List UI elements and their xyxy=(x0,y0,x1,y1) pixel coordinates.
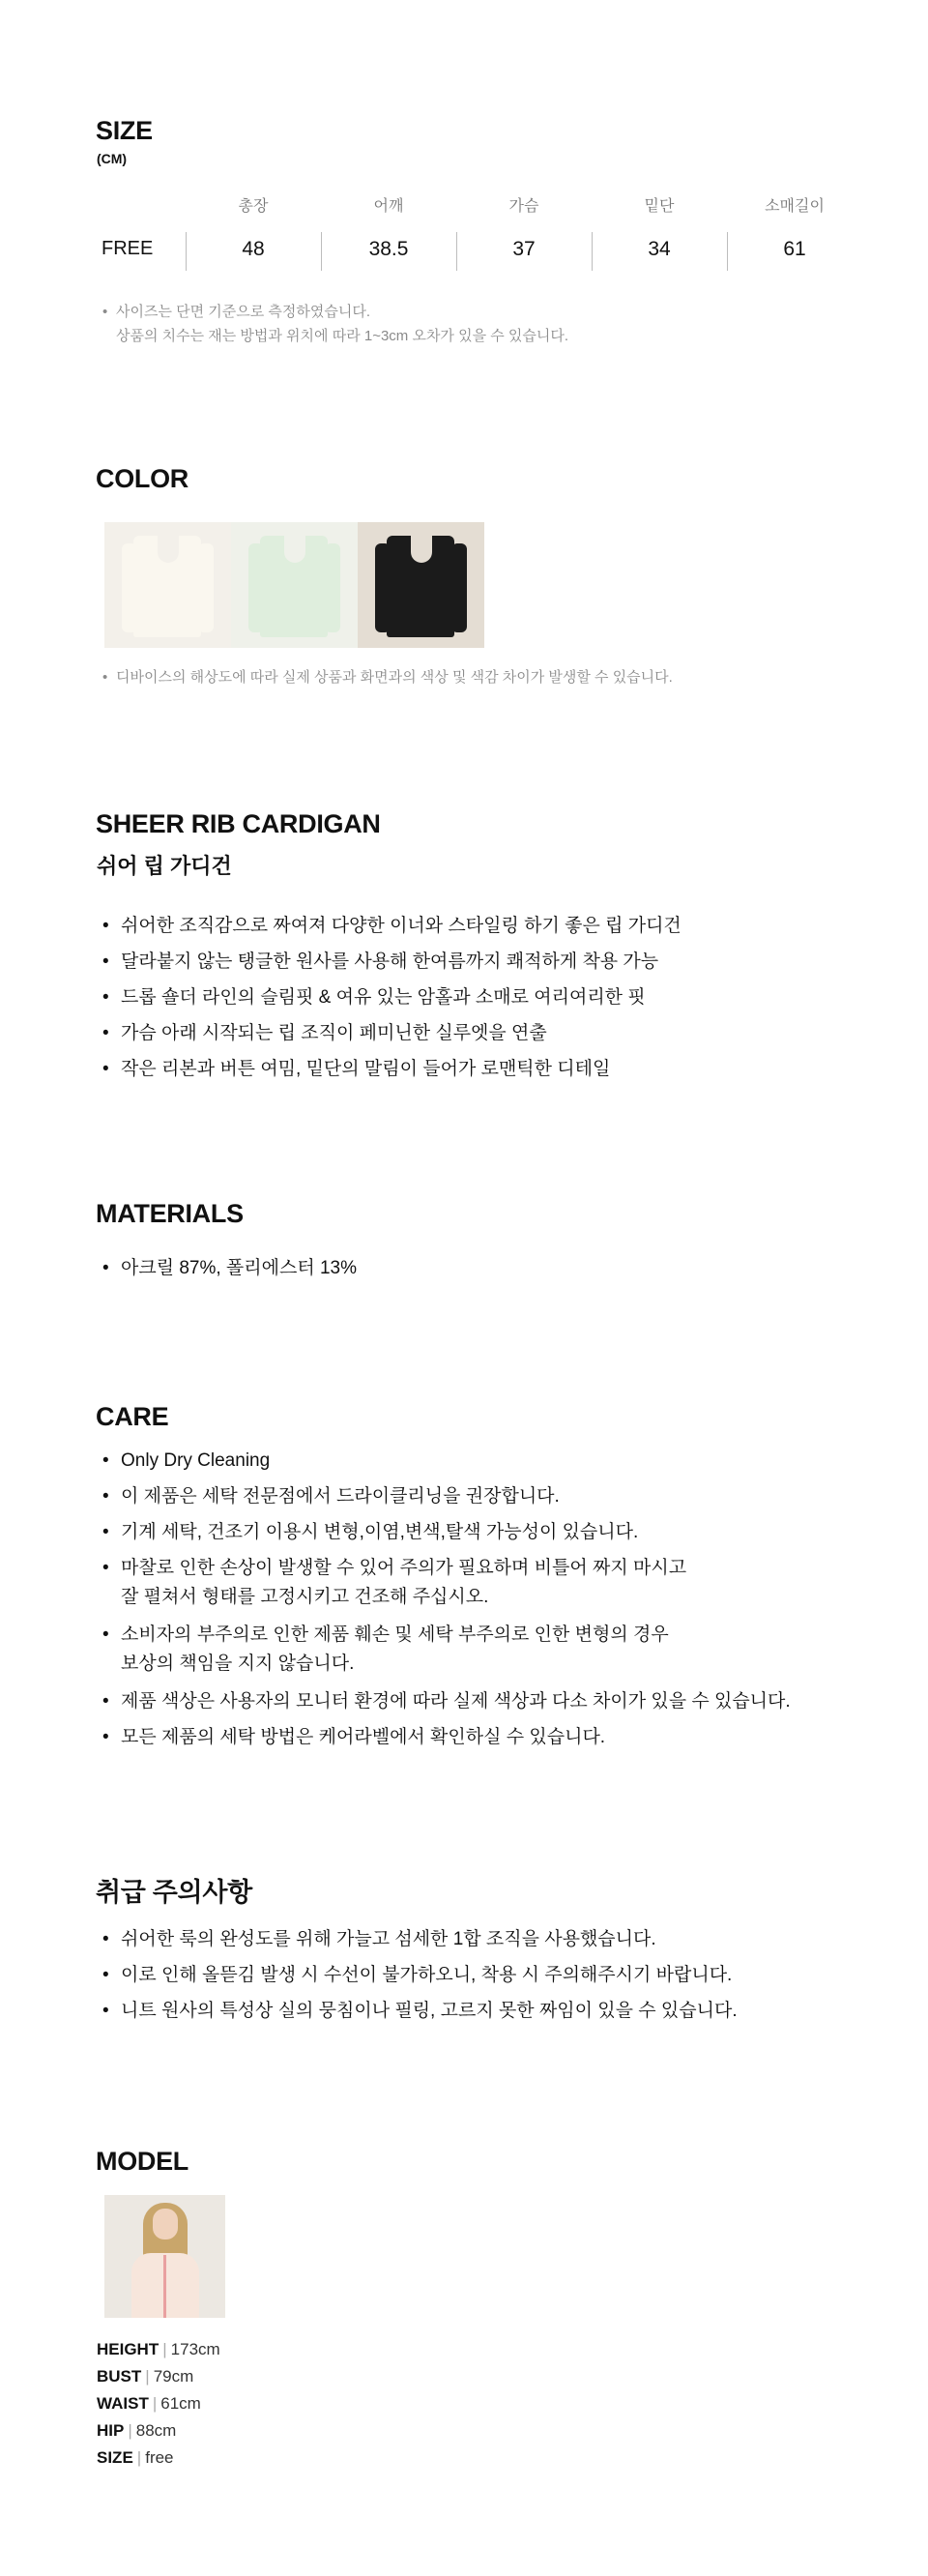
color-note-row: • 디바이스의 해상도에 따라 실제 상품과 화면과의 색상 및 색감 차이가 발생할 수 있습니다. xyxy=(102,669,673,686)
color-title: COLOR xyxy=(96,464,188,493)
handling-list xyxy=(102,1921,738,2029)
materials-title: MATERIALS xyxy=(96,1199,244,1228)
size-title: SIZE xyxy=(96,116,153,145)
color-note: 디바이스의 해상도에 따라 실제 상품과 화면과의 색상 및 색감 차이가 발생할 수 있습니다. xyxy=(116,669,673,686)
size-row-label: FREE xyxy=(102,238,154,259)
list-item: • 달라붙지 않는 탱글한 원사를 사용해 한여름까지 쾌적하게 착용 가능 xyxy=(102,944,682,980)
size-col-header: 소매길이 xyxy=(765,198,825,215)
list-item: • 쉬어한 룩의 완성도를 위해 가늘고 섬세한 1합 조직을 사용했습니다. xyxy=(102,1921,738,1957)
care-line: 이 제품은 세탁 전문점에서 드라이클리닝을 권장합니다. xyxy=(121,1486,560,1507)
list-item: • 아크릴 87%, 폴리에스터 13% xyxy=(102,1250,357,1286)
list-item: • 가슴 아래 시작되는 립 조직이 페미닌한 실루엣을 연출 xyxy=(102,1015,682,1051)
list-item xyxy=(102,1514,791,1550)
care-list xyxy=(102,1443,791,1755)
materials-list xyxy=(102,1250,357,1286)
size-col-header: 총장 xyxy=(238,198,269,215)
list-item: • 드롭 숄더 라인의 슬림핏 & 여유 있는 암홀과 소매로 여리여리한 핏 xyxy=(102,980,682,1015)
list-item xyxy=(102,1443,791,1478)
size-notes: • 사이즈는 단면 기준으로 측정하였습니다. 상품의 치수는 재는 방법과 위치에 따라 1~3cm 오차가 있을 수 있습니다. xyxy=(102,300,568,348)
size-value: 34 xyxy=(648,238,671,260)
care-line: Only Dry Cleaning xyxy=(121,1450,271,1471)
size-note: 사이즈는 단면 기준으로 측정하였습니다. xyxy=(116,304,371,320)
model-title: MODEL xyxy=(96,2147,188,2176)
size-value: 38.5 xyxy=(368,238,409,260)
size-unit: (CM) xyxy=(97,151,128,166)
list-item: • 이로 인해 올뜯김 발생 시 수선이 불가하오니, 착용 시 주의해주시기 바랍니다. xyxy=(102,1957,738,1993)
feature-list xyxy=(102,908,682,1087)
care-line: 기계 세탁, 건조기 이용시 변형,이염,변색,탈색 가능성이 있습니다. xyxy=(121,1522,639,1542)
care-line: 마찰로 인한 손상이 발생할 수 있어 주의가 필요하며 비틀어 짜지 마시고 xyxy=(121,1558,687,1578)
color-swatch-ivory[interactable] xyxy=(104,522,231,648)
list-item: • 니트 원사의 특성상 실의 뭉침이나 필링, 고르지 못한 짜임이 있을 수 있습니다. xyxy=(102,1993,738,2029)
handling-title: 취급 주의사항 xyxy=(96,1878,252,1907)
product-subtitle: 쉬어 립 가디건 xyxy=(97,854,232,878)
list-item xyxy=(102,1550,791,1613)
model-stats xyxy=(97,2336,220,2472)
product-title: SHEER RIB CARDIGAN xyxy=(96,809,381,838)
model-stat: HEIGHT | 173cm xyxy=(97,2340,220,2358)
model-stat: SIZE | free xyxy=(97,2448,174,2467)
list-item: • 작은 리본과 버튼 여밈, 밑단의 말림이 들어가 로맨틱한 디테일 xyxy=(102,1051,682,1087)
size-col-header: 밑단 xyxy=(644,198,675,215)
model-photo xyxy=(104,2195,225,2318)
care-line: 보상의 책임을 지지 않습니다. xyxy=(121,1654,355,1674)
model-stat: HIP | 88cm xyxy=(97,2421,177,2440)
model-stat: BUST | 79cm xyxy=(97,2367,194,2386)
color-swatch-black[interactable] xyxy=(358,522,484,648)
color-swatch-mint[interactable] xyxy=(231,522,358,648)
size-value: 48 xyxy=(242,238,265,260)
size-value: 37 xyxy=(512,238,536,260)
list-item xyxy=(102,1683,791,1719)
care-line: 모든 제품의 세탁 방법은 케어라벨에서 확인하실 수 있습니다. xyxy=(121,1727,606,1747)
care-line: 잘 펼쳐서 형태를 고정시키고 건조해 주십시오. xyxy=(121,1587,489,1607)
care-line: 제품 색상은 사용자의 모니터 환경에 따라 실제 색상과 다소 차이가 있을 수 있습니다. xyxy=(121,1691,791,1712)
list-item xyxy=(102,1617,791,1680)
list-item xyxy=(102,1719,791,1755)
size-col-header: 가슴 xyxy=(508,198,539,215)
color-swatches xyxy=(104,522,484,648)
care-line: 소비자의 부주의로 인한 제품 훼손 및 세탁 부주의로 인한 변형의 경우 xyxy=(121,1625,669,1645)
model-stat: WAIST | 61cm xyxy=(97,2394,201,2413)
list-item xyxy=(102,1478,791,1514)
size-col-header: 어깨 xyxy=(373,198,404,215)
size-value: 61 xyxy=(783,238,806,260)
care-title: CARE xyxy=(96,1402,169,1431)
size-note: 상품의 치수는 재는 방법과 위치에 따라 1~3cm 오차가 있을 수 있습니다. xyxy=(116,328,569,344)
list-item: • 쉬어한 조직감으로 짜여져 다양한 이너와 스타일링 하기 좋은 립 가디건 xyxy=(102,908,682,944)
